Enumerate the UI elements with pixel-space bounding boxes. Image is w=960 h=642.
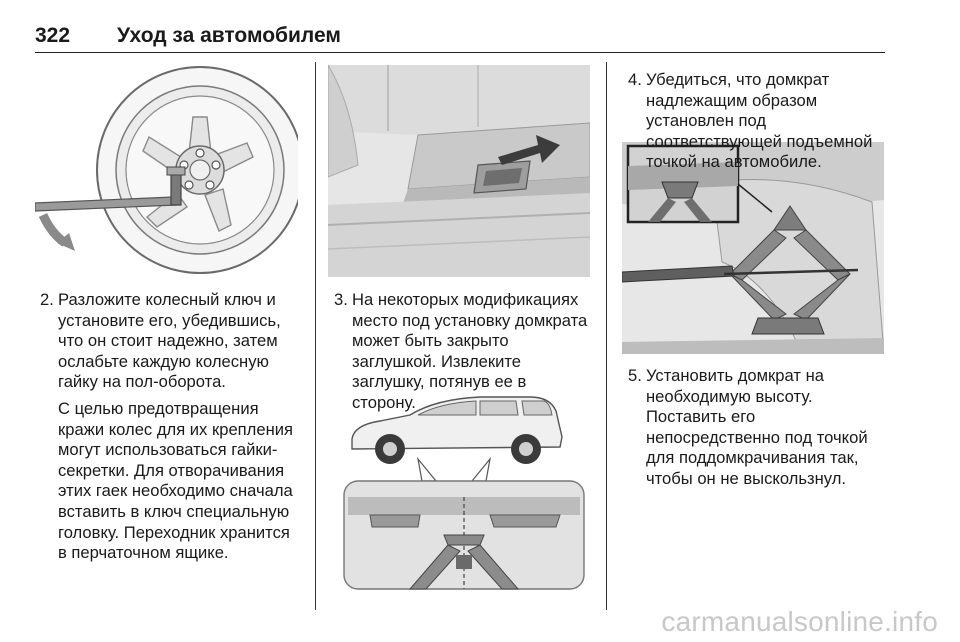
step-4-text: Убедиться, что домкрат надлежащим образом установлен под соответствующей подъемной точкой на автомобиле. [646,70,873,172]
step-2 [40,290,302,564]
step-4 [628,70,890,173]
anti-theft-note: С целью предотвращения кражи колес для их крепления могут использоваться гайки-секретки. Для отворачивания этих гаек необходимо сначала вставить в ключ специальную головку. Переходник хранится в перчаточном ящике. [58,398,293,563]
column-1-text [40,290,302,564]
step-4-number: 4. [628,70,642,89]
wheel-wrench-illustration [35,65,298,277]
step-2-number: 2. [40,290,54,309]
step-3-number: 3. [334,290,348,309]
column-2-text [334,290,594,414]
step-5-block [628,366,890,490]
step-3-text: На некоторых модификациях место под установку домкрата может быть закрыто заглушкой. Извлеките заглушку, потянув ее в сторону. [352,290,588,412]
page-title: Уход за автомобилем [117,24,341,47]
step-3 [334,290,594,414]
jack-engaged-illustration [622,142,884,354]
column-divider-1 [315,62,316,610]
step-4-block [628,70,890,173]
jack-point-cover-illustration [328,65,590,277]
step-5-text: Установить домкрат на необходимую высоту. Поставить его непосредственно под точкой для поддомкрачивания так, чтобы он не выскользнул. [646,366,868,488]
page-header [35,18,885,53]
car-jack-position-illustration [340,385,588,593]
step-2-text: Разложите колесный ключ и установите его, убедившись, что он стоит надежно, затем ослабьте каждую колесную гайку на пол-оборота. [58,290,281,392]
column-divider-2 [606,62,607,610]
page-number: 322 [35,24,71,47]
step-5-number: 5. [628,366,642,385]
watermark: carmanualsonline.info [661,606,938,637]
step-5 [628,366,890,490]
